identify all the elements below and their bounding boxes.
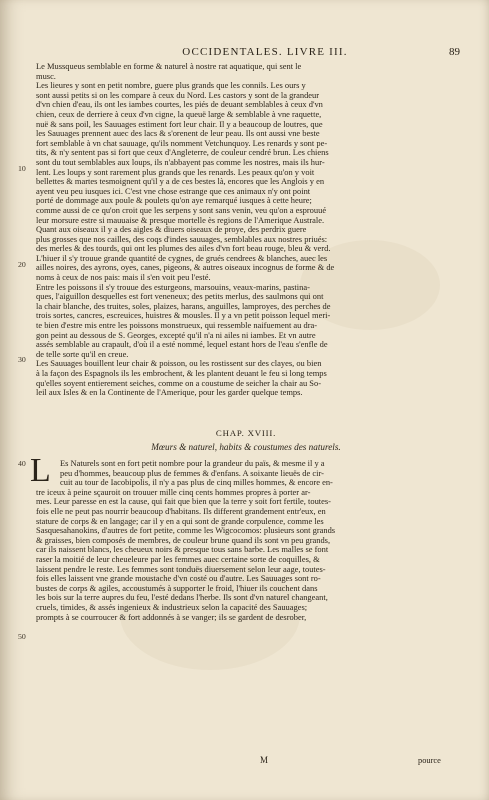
text-line: à la façon des Espagnols ils les embrochent, & les plantent deuant le feu si long temps <box>36 369 327 378</box>
text-line: fois elles laissent vne grande moustache d'vn costé ou d'autre. Les Sauuages sont ro- <box>36 574 321 584</box>
margin-line-number: 20 <box>18 260 26 269</box>
text-line: chien, ceux de derriere à ceux d'vn cigne, la queuë large & semblable à vne raquette, <box>36 109 322 119</box>
chapter-heading: CHAP. XVIII. <box>215 428 277 438</box>
text-line: bustes de corps & agiles, accoustumés à supporter le froid, l'hiuer ils couchent dans <box>36 583 318 593</box>
text-line: Quant aux oiseaux il y a des aigles & diuers oiseaux de proye, des perdrix guere <box>36 225 307 235</box>
text-line: cruels, timides, & assés ingenieux & industrieux selon la capacité des Sauuages; <box>36 602 308 612</box>
text-line: trois sortes, cancres, escreuices, huistres & mousles. Il y a vn petit poisson lequel meri- <box>36 311 331 321</box>
text-line: les bois sur la terre aupres du feu, l'esté dedans l'herbe. Ils sont d'vn naturel changeant, <box>36 593 328 603</box>
text-line: la chair blanche, des truites, soles, plaizes, harans, anguilles, lamproyes, des perches de <box>36 301 331 311</box>
text-line: qu'elles soyent entierement seiches, comme on a coustume de seicher la chair au So- <box>36 378 322 388</box>
text-line: Entre les poissons il s'y trouue des esturgeons, marsouins, veaux-marins, pastina- <box>36 282 310 292</box>
text-line: plus grosses que nos cailles, des coqs d'indes sauuages, semblables aux nostres priués: <box>36 234 328 244</box>
text-line: car ils naissent blancs, les cheueux noirs & presque tous sans barbe. Les malles se font <box>36 545 329 555</box>
text-line: te bien d'estre mis entre les poissons monstrueux, qui ressemble naifuement au dra- <box>36 321 318 331</box>
text-line: gon peint au dessous de S. Georges, excepté qu'il n'a ni ailes ni iambes. Et vn autre <box>36 330 316 340</box>
text-line: L'hiuer il s'y trouue grande quantité de cygnes, de grués cendrees & blanches, auec les <box>36 253 328 263</box>
text-line: stature de corps & en langage; car il y en a qui sont de grande corpulence, comme les <box>36 516 324 526</box>
text-line: cuit au tour de Iacobipolis, il n'y a pas plus de cinq milles hommes, & encore en- <box>60 478 333 488</box>
text-line: fort semblable à vn chat sauuage, qu'ils nomment Vetchunquoy. Les renards y sont pe- <box>36 138 328 148</box>
margin-line-number: 10 <box>18 164 26 173</box>
text-line: ayent veu peu iusques ici. C'est vne chose estrange que ces animaux n'y ont point <box>36 186 311 196</box>
text-line: bellettes & martes tesmoignent qu'il y a de ces bestes là, encores que les Anglois y en <box>36 177 325 187</box>
text-line: des merles & des tourds, qui ont les plumes des ailes d'vn fort beau rouge, bleu & verd. <box>36 244 331 254</box>
running-header <box>70 46 460 60</box>
text-line: Le Mussqueus semblable en forme & naturel à nostre rat aquatique, qui sent le <box>36 62 302 71</box>
text-line: raser la moitié de leur cheueleure par les femmes auec certaine sorte de coquilles, & <box>36 554 320 564</box>
text-line: fois elle ne peut pas nourrir beaucoup d'habitans. Ils different grandement entr'eux, en <box>36 506 326 516</box>
text-line: prompts à se courroucer & fort addonnés à se vanger; ils se gardent de desrober, <box>36 612 307 622</box>
margin-line-number: 40 <box>18 459 26 468</box>
body-text-section-1 <box>36 62 456 398</box>
text-line: Les Sauuages bouillent leur chair & poisson, ou les rostissent sur des clayes, ou bien <box>36 359 322 369</box>
text-line: tits, & n'y sentent pas si fort que ceux d'Angleterre, de couleur cendré brun. Les chiens <box>36 148 329 158</box>
text-line: mes. Leur paresse en est la cause, qui fait que bien que la terre y soit fort fertile, toutes- <box>36 497 331 507</box>
margin-line-number: 50 <box>18 632 26 641</box>
chapter-subtitle: Mœurs & naturel, habits & coustumes des naturels. <box>151 442 341 452</box>
drop-cap: L <box>30 452 51 489</box>
text-line: porté de dommage aux poule & poulets qu'on aye remarqué iusques à cette heure; <box>36 196 312 206</box>
text-line: laissent pendre le reste. Les femmes sont tonduës diuersement selon leur aage, toutes- <box>36 564 326 574</box>
text-line: ques, l'aiguillon desquelles est fort veneneux; des petits merlus, des saulmons qui ont <box>36 292 324 302</box>
running-title: OCCIDENTALES. LIVRE III. <box>182 46 348 58</box>
text-line: sont du tout semblables aux loups, ils n'abbayent pas comme les nostres, mais ils hur- <box>36 157 325 167</box>
text-line: peu d'hommes, beaucoup plus de femmes & d'enfans. A soixante lieuës de cir- <box>60 468 324 478</box>
text-line: assés semblable au crapault, d'où il a esté nommé, lequel estant hors de l'eau s'enfle de <box>36 340 328 350</box>
text-line: de telle sorte qu'il en creue. <box>36 349 129 359</box>
text-line: ailles noires, des ayrons, oyes, canes, pigeons, & autres oiseaux incognus de forme & de <box>36 263 335 273</box>
text-line: comme aussi de ce qu'on croit que les serpens y sont sans venin, veu qu'on a esprouué <box>36 205 327 215</box>
margin-line-number: 30 <box>18 355 26 364</box>
text-line: & graisses, bien composés de membres, de couleur brune quand ils sont vn peu grands, <box>36 535 331 545</box>
text-line: lent. Les loups y sont rarement plus grands que les renards. Les peaux qu'on y voit <box>36 167 315 177</box>
text-line: Sasquesahanokins, d'autres de fort petite, comme les Wigcocomos: plusieurs sont grands <box>36 526 336 536</box>
page-number: 89 <box>449 46 460 58</box>
text-line: les Sauuages prennent auec des lacs & s'orenent de leur peau. Ils ont aussi vne beste <box>36 129 320 139</box>
catchword: pource <box>418 756 441 765</box>
text-line: nuë & sans poil, les Sauuages estiment fort leur chair. Il y a beaucoup de loutres, que <box>36 119 323 129</box>
text-line: sont aussi petits si on les compare à ceux du Nord. Les castors y sont de la grandeur <box>36 90 320 100</box>
signature-mark: M <box>260 755 269 765</box>
body-text-section-2 <box>36 459 456 622</box>
text-line: tre iceux à peine sçauroit on trouuer mille cinq cents hommes propres à porter ar- <box>36 487 311 497</box>
text-line: Es Naturels sont en fort petit nombre pour la grandeur du païs, & mesme il y a <box>60 459 325 468</box>
text-line: noms à ceux de nos pais: mais il s'en voit peu l'esté. <box>36 273 211 283</box>
text-line: Les lieures y sont en petit nombre, guere plus grands que les connils. Les ours y <box>36 81 306 91</box>
text-line: d'vn chien d'eau, ils ont les iambes courtes, les piés de deuant semblables à ceux d'vn <box>36 100 323 110</box>
text-line: leur morsure estre si mauuaise & presque mortelle ès regions de l'Amerique Australe. <box>36 215 325 225</box>
text-line: musc. <box>36 71 56 81</box>
text-line: leil aux Isles & en la Continente de l'Amerique, pour les garder quelque temps. <box>36 388 303 398</box>
